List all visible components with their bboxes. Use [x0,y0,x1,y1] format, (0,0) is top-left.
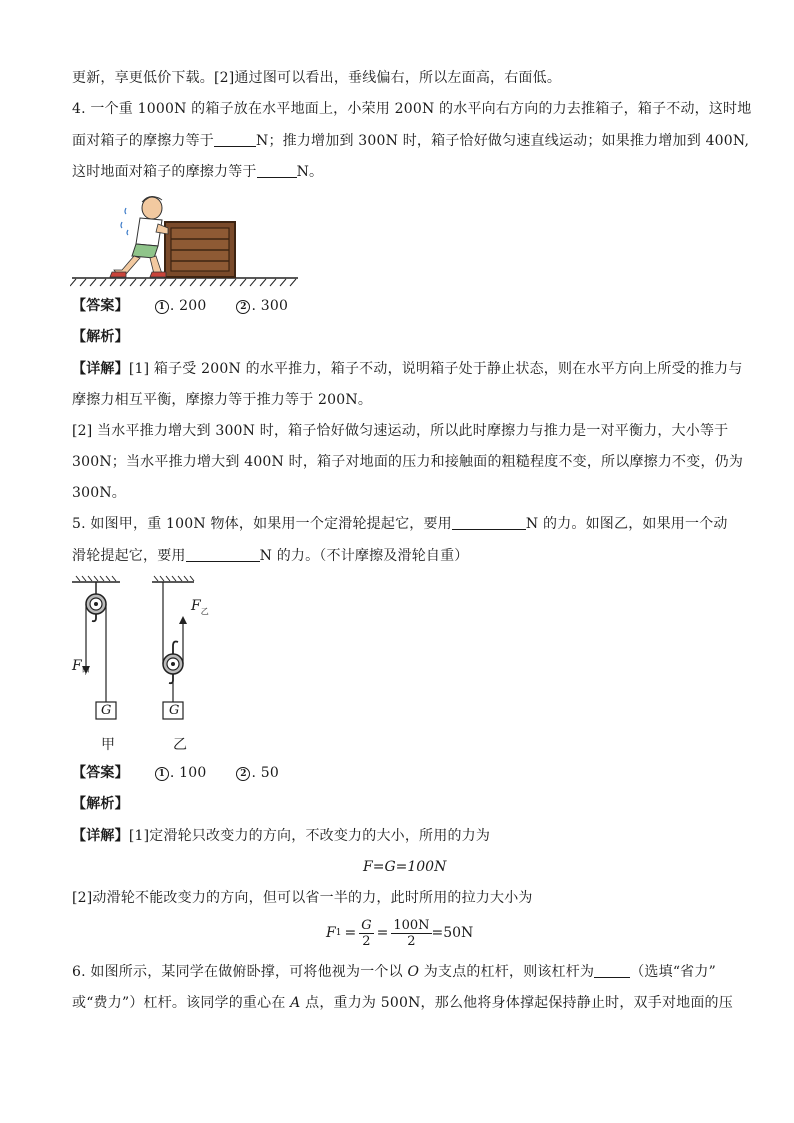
q6-line1-c: （选填“省力” [630,964,716,980]
q5-answer [72,763,279,783]
q4-detail2: 摩擦力相互平衡，摩擦力等于推力等于 200N。 [72,392,373,408]
q4-answer [72,296,288,316]
q5-detail-label: 【详解】 [72,828,129,844]
q5-line1-b: N 的力。如图乙，如果用一个动 [525,516,728,532]
q6-line1-a: 6. 如图所示，某同学在做俯卧撑，可将他视为一个以 [72,964,408,980]
q6-line1-o: O [407,964,420,980]
q6-line2-a: 或“费力”）杠杆。该同学的重心在 [72,995,291,1011]
q4-blank-1 [214,132,256,147]
q4-line3-b: N。 [296,164,324,180]
q5-answer-label: 【答案】 [72,765,129,781]
force-f-jia-label [72,658,90,677]
q5-formula1: F=G=100N [363,859,447,875]
q4-line2 [72,131,749,151]
q6-blank-1 [594,963,630,978]
force-f-yi-sub: 乙 [200,606,209,616]
q5-line2-a: 滑轮提起它，要用 [72,548,186,564]
q5-line2 [72,546,469,566]
formula2-frac-1 [359,918,373,949]
q4-line3 [72,162,323,182]
q5-formula2 [326,913,473,953]
q4-analysis-label: 【解析】 [72,329,129,345]
q6-line1-b: 为支点的杠杆，则该杠杆为 [419,964,595,980]
q4-answer-1 [155,296,207,316]
q4-answer-1-index: 1 [155,300,169,314]
top-line: 更新，享更低价下载。[2]通过图可以看出，垂线偏右，所以左面高，右面低。 [72,70,562,86]
formula2-eq-1: = [344,925,357,941]
q4-detail1-text: [1] 箱子受 200N 的水平推力，箱子不动，说明箱子处于静止状态，则在水平方向上所受的推力与 [128,361,743,377]
q5-detail1 [72,826,490,846]
q4-line2-a: 面对箱子的摩擦力等于 [72,133,214,149]
q4-answer-2-index: 2 [236,300,250,314]
q6-line2-b: 点，重力为 500N，那么他将身体撑起保持静止时，双手对地面的压 [300,995,733,1011]
q4-answer-1-value: . 200 [169,298,207,314]
q5-answer-1-value: . 100 [169,765,207,781]
formula2-frac-2-num: 100N [393,917,430,933]
q5-answer-1 [155,763,207,783]
q4-detail4: 300N；当水平推力增大到 400N 时，箱子对地面的压力和接触面的粗糙程度不变，所以摩擦力不变，仍为 [72,454,744,470]
q5-line2-b: N 的力。（不计摩擦及滑轮自重） [259,548,469,564]
q5-analysis-label: 【解析】 [72,796,129,812]
block-g-yi: G [169,703,180,718]
q4-line3-a: 这时地面对箱子的摩擦力等于 [72,164,257,180]
q4-line1: 4. 一个重 1000N 的箱子放在水平地面上，小荣用 200N 的水平向右方向的力去推箱子，箱子不动，这时地 [72,101,752,117]
q6-line2-a-point: A [290,995,301,1011]
q5-blank-2 [186,547,260,562]
q4-blank-2 [257,163,297,178]
force-f-yi-letter: F [191,598,201,614]
q5-answer-2-index: 2 [236,767,250,781]
formula2-frac-2-den: 2 [407,933,416,949]
formula2-eq-2: = [376,925,389,941]
formula2-lhs-sub: 1 [335,928,342,938]
q4-answer-2 [236,296,288,316]
q4-detail5: 300N。 [72,485,126,501]
q4-detail3: [2] 当水平推力增大到 300N 时，箱子恰好做匀速运动，所以此时摩擦力与推力是一对平衡力，大小等于 [72,423,729,439]
q4-detail1 [72,359,743,379]
q5-line1-a: 5. 如图甲，重 100N 物体，如果用一个定滑轮提起它，要用 [72,516,452,532]
q5-blank-1 [452,515,526,530]
q5-answer-1-index: 1 [155,767,169,781]
force-f-jia-letter: F [72,658,82,674]
force-f-jia-sub: 甲 [81,666,90,676]
q4-detail-label: 【详解】 [72,361,129,377]
formula2-lhs: F [326,925,336,941]
q5-answer-2-value: . 50 [251,765,279,781]
block-g-jia: G [101,703,112,718]
q6-line2 [72,993,733,1013]
q4-answer-2-value: . 300 [251,298,289,314]
formula2-frac-2 [391,918,431,949]
formula2-frac-1-num: G [361,917,372,933]
caption-jia: 甲 [101,737,115,753]
q5-answer-2 [236,763,279,783]
q5-line1 [72,514,728,534]
q5-detail2: [2]动滑轮不能改变力的方向，但可以省一半的力，此时所用的拉力大小为 [72,890,533,906]
caption-yi: 乙 [173,737,187,753]
force-f-yi-label [191,598,209,617]
q6-line1 [72,962,716,982]
pushing-box-figure [70,188,302,288]
q4-answer-label: 【答案】 [72,298,129,314]
formula2-frac-1-den: 2 [362,933,371,949]
q4-line2-b: N；推力增加到 300N 时，箱子恰好做匀速直线运动；如果推力增加到 400N, [256,133,750,149]
formula2-tail: =50N [431,925,474,941]
q5-detail1-text: [1]定滑轮只改变力的方向，不改变力的大小，所用的力为 [128,828,491,844]
pulley-figure [70,574,220,724]
